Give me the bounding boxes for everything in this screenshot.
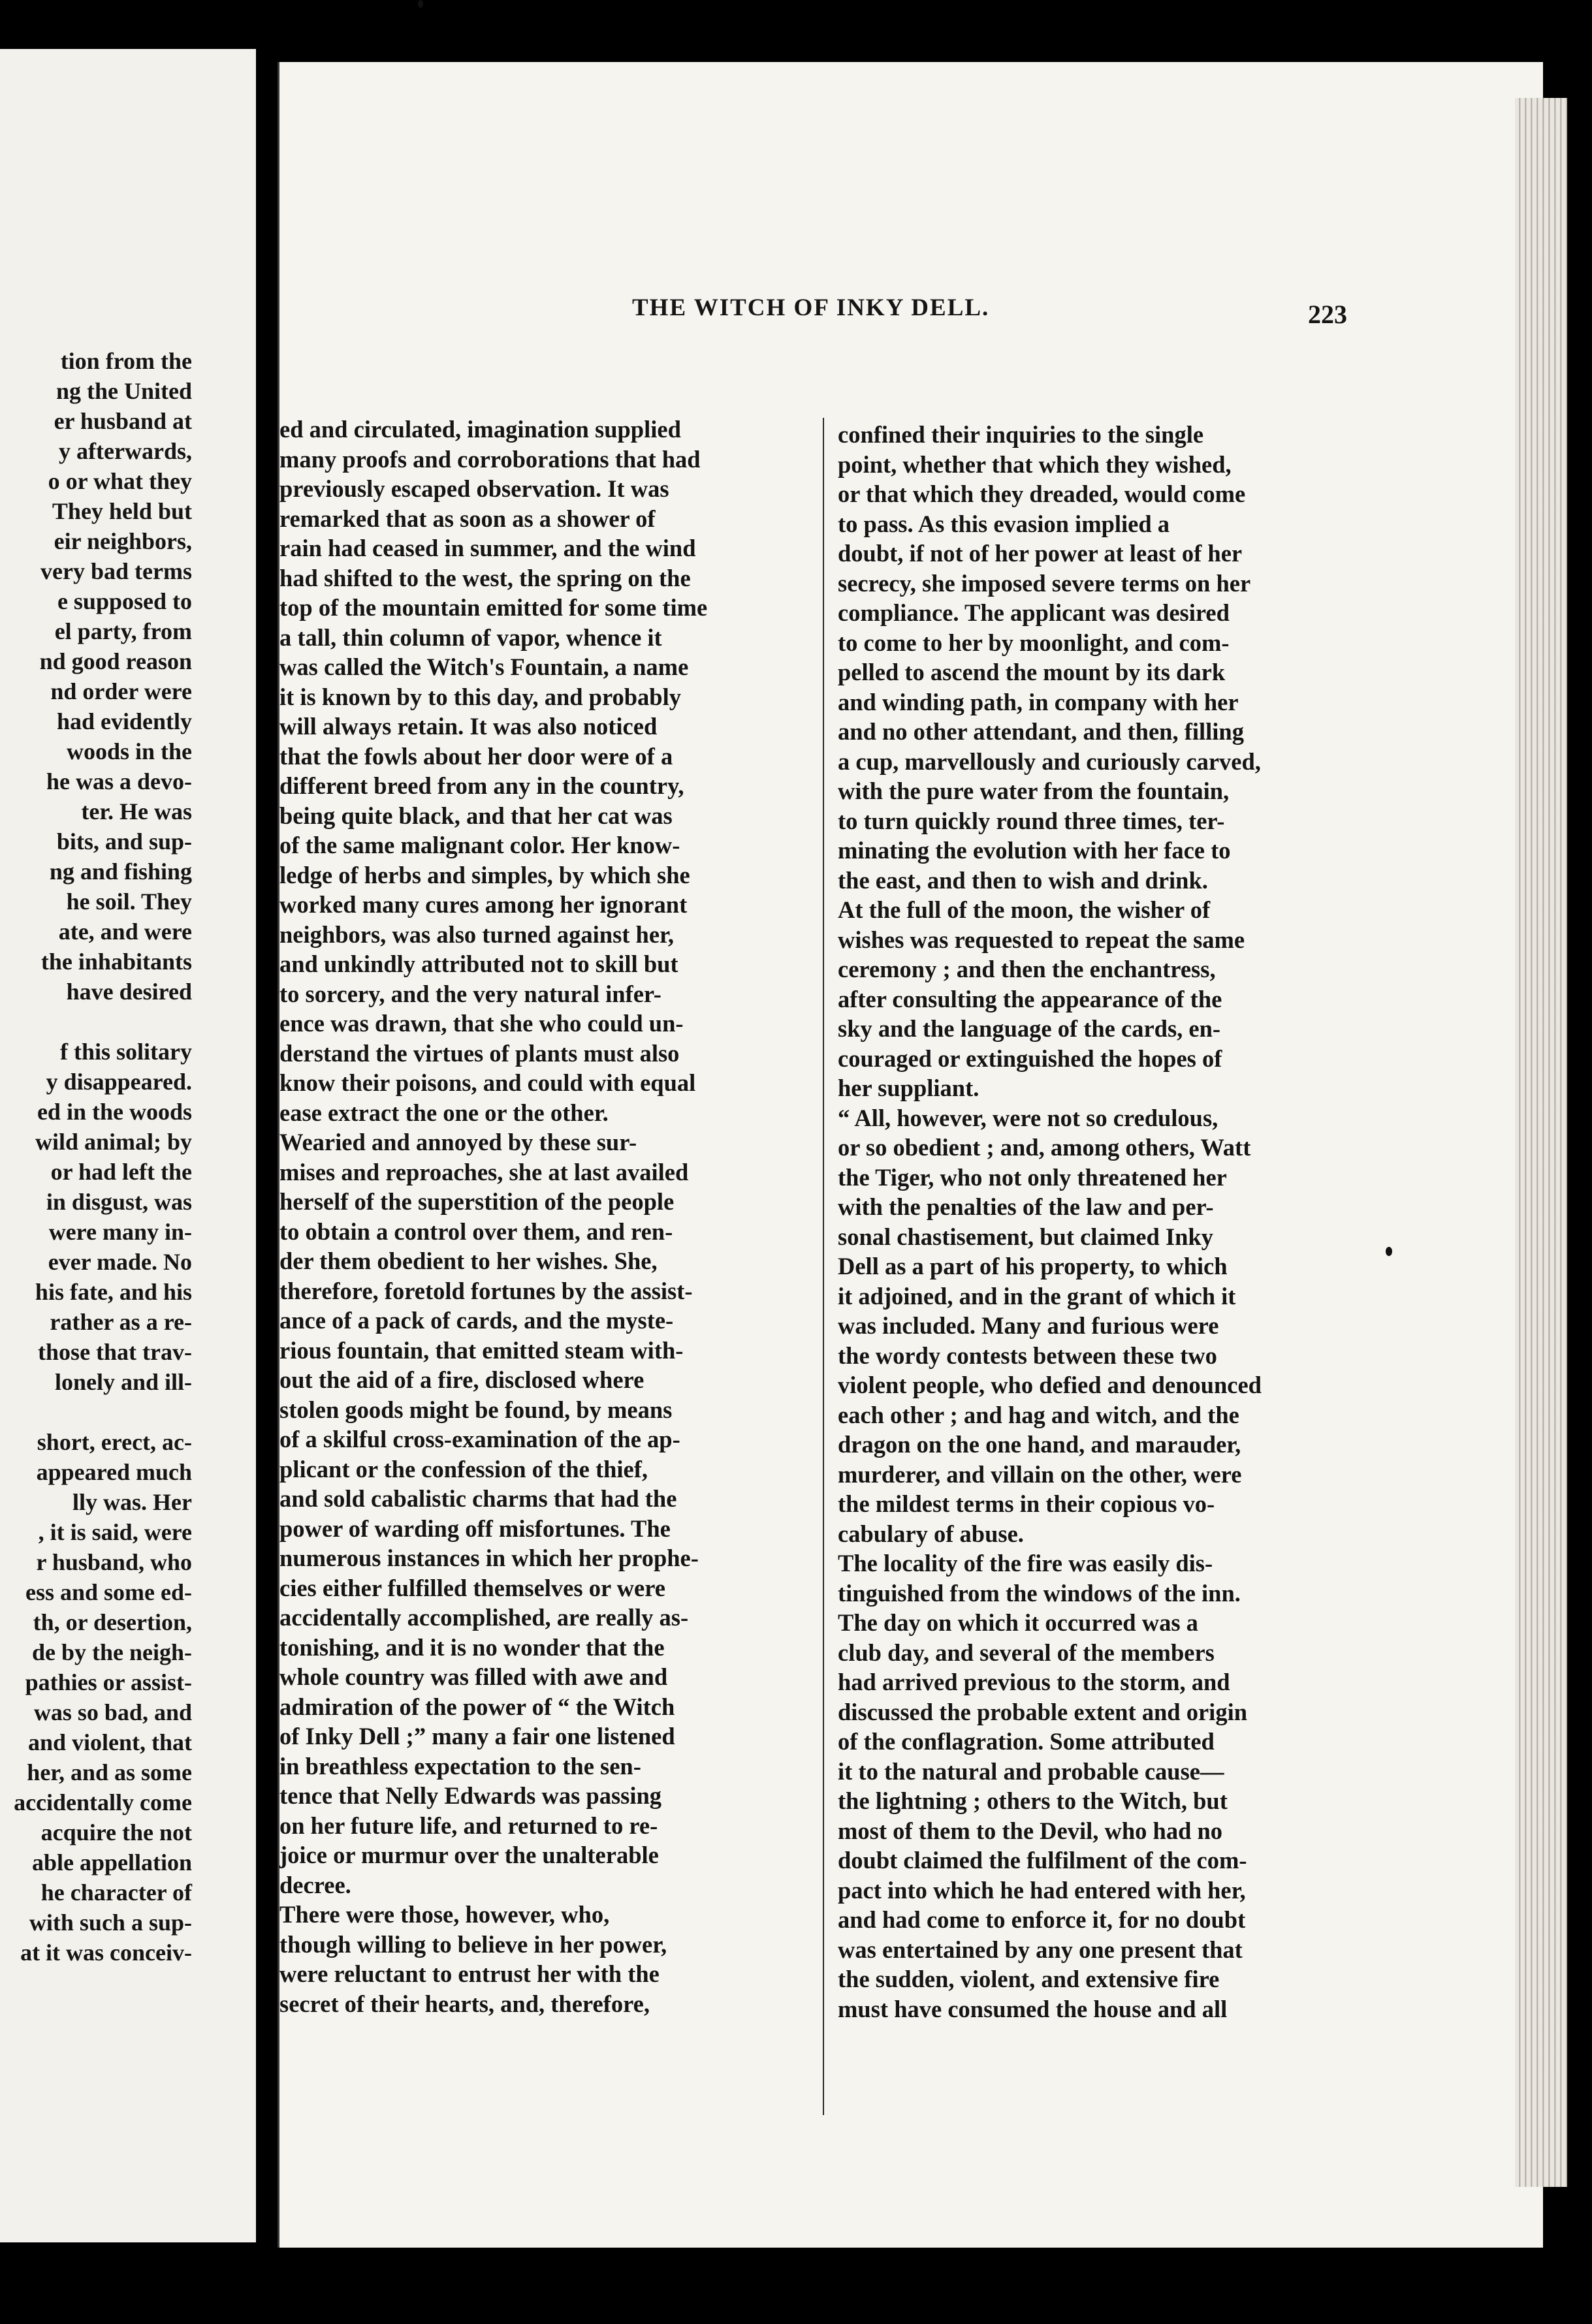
text-line: had arrived previous to the storm, and: [838, 1669, 1230, 1695]
text-line: know their poisons, and could with equal: [279, 1069, 696, 1096]
text-line: with the penalties of the law and per-: [838, 1193, 1214, 1220]
text-column-right: [838, 420, 1360, 2024]
text-line: accidentally accomplished, are really as-: [279, 1604, 689, 1631]
text-line: decree.: [279, 1871, 351, 1898]
text-line: ceremony ; and then the enchantress,: [838, 956, 1216, 982]
text-line: the inhabitants: [40, 949, 192, 975]
text-line: numerous instances in which her prophe-: [279, 1545, 699, 1571]
facing-page-text-column: [0, 346, 192, 1968]
text-line: must have consumed the house and all: [838, 1995, 1228, 2022]
text-line: worked many cures among her ignorant: [279, 891, 688, 918]
text-line: remarked that as soon as a shower of: [279, 505, 656, 532]
text-line: very bad terms: [40, 558, 192, 584]
text-line: mises and reproaches, she at last availed: [279, 1158, 689, 1186]
text-line: compliance. The applicant was desired: [838, 599, 1230, 626]
text-line: different breed from any in the country,: [279, 772, 684, 799]
page-number: 223: [1308, 300, 1347, 329]
text-line: derstand the virtues of plants must also: [279, 1039, 680, 1067]
text-line: ed in the woods: [37, 1099, 192, 1125]
text-line: rather as a re-: [50, 1309, 192, 1335]
text-line: violent people, who defied and denounced: [838, 1372, 1262, 1398]
text-line: most of them to the Devil, who had no: [838, 1817, 1223, 1844]
text-line: his fate, and his: [35, 1279, 192, 1305]
column-rule: [823, 418, 824, 2115]
text-line: and no other attendant, and then, filling: [838, 718, 1244, 745]
text-line: of a skilful cross-examination of the ap-: [279, 1426, 680, 1452]
text-line: will always retain. It was also noticed: [279, 713, 658, 740]
text-line: ed and circulated, imagination supplied: [279, 416, 681, 443]
text-line: ng the United: [56, 378, 192, 404]
text-line: lonely and ill-: [54, 1369, 192, 1395]
text-line: el party, from: [54, 618, 192, 644]
text-line: ence was drawn, that she who could un-: [279, 1010, 684, 1037]
text-line: th, or desertion,: [33, 1609, 192, 1635]
text-line: he was a devo-: [46, 768, 192, 794]
text-line: y disappeared.: [46, 1069, 192, 1095]
text-line: accidentally come: [14, 1789, 192, 1815]
text-line: ess and some ed-: [25, 1579, 192, 1605]
text-line: many proofs and corroborations that had: [279, 445, 701, 473]
text-line: er husband at: [54, 408, 192, 434]
text-line: f this solitary: [60, 1039, 192, 1065]
text-line: acquire the not: [40, 1819, 192, 1845]
text-line: tinguished from the windows of the inn.: [838, 1579, 1241, 1607]
text-line: he soil. They: [66, 888, 192, 915]
text-line: woods in the: [66, 738, 192, 764]
text-line: admiration of the power of “ the Witch: [279, 1693, 675, 1720]
text-line: of the conflagration. Some attributed: [838, 1728, 1215, 1755]
text-line: ever made. No: [48, 1249, 192, 1275]
text-line: ease extract the one or the other.: [279, 1099, 609, 1126]
text-line: and winding path, in company with her: [838, 688, 1239, 715]
ink-speck: [1386, 1247, 1392, 1256]
text-line: r husband, who: [36, 1549, 192, 1575]
text-line: minating the evolution with her face to: [838, 837, 1231, 864]
text-line: ate, and were: [58, 919, 192, 945]
text-line: [0, 1007, 192, 1037]
text-line: had shifted to the west, the spring on the: [279, 564, 691, 591]
text-line: the wordy contests between these two: [838, 1342, 1217, 1369]
page-header: [279, 294, 1543, 333]
text-line: to obtain a control over them, and ren-: [279, 1217, 673, 1245]
text-line: the east, and then to wish and drink.: [838, 866, 1208, 894]
text-line: of the same malignant color. Her know-: [279, 832, 680, 858]
text-line: and had come to enforce it, for no doubt: [838, 1906, 1246, 1933]
text-line: murderer, and villain on the other, were: [838, 1460, 1242, 1488]
text-line: was included. Many and furious were: [838, 1312, 1219, 1339]
text-line: in breathless expectation to the sen-: [279, 1752, 641, 1780]
text-line: pelled to ascend the mount by its dark: [838, 659, 1226, 685]
text-line: Wearied and annoyed by these sur-: [279, 1129, 637, 1155]
text-line: short, erect, ac-: [37, 1429, 192, 1455]
book-page: [278, 62, 1543, 2248]
text-line: or so obedient ; and, among others, Watt: [838, 1134, 1251, 1161]
text-line: in disgust, was: [46, 1189, 192, 1215]
text-line: that the fowls about her door were of a: [279, 742, 673, 770]
text-line: was called the Witch's Fountain, a name: [279, 653, 689, 680]
text-line: joice or murmur over the unalterable: [279, 1842, 659, 1868]
text-line: her suppliant.: [838, 1075, 979, 1101]
text-line: have desired: [66, 979, 192, 1005]
text-line: had evidently: [56, 708, 192, 734]
text-line: Dell as a part of his property, to which: [838, 1253, 1228, 1280]
text-column-left: [279, 415, 795, 2018]
text-line: They held but: [52, 498, 192, 524]
text-line: doubt, if not of her power at least of her: [838, 540, 1243, 567]
text-line: point, whether that which they wished,: [838, 450, 1232, 478]
text-line: her, and as some: [27, 1759, 192, 1785]
text-line: and unkindly attributed not to skill but: [279, 950, 678, 977]
text-line: each other ; and hag and witch, and the: [838, 1401, 1239, 1428]
page-stack-edges: [1515, 98, 1567, 2187]
text-line: power of warding off misfortunes. The: [279, 1515, 671, 1542]
text-line: with such a sup-: [29, 1909, 192, 1936]
text-line: tion from the: [60, 348, 192, 374]
text-line: the Tiger, who not only threatened her: [838, 1163, 1227, 1191]
text-line: of Inky Dell ;” many a fair one listened: [279, 1723, 675, 1750]
text-line: cabulary of abuse.: [838, 1520, 1024, 1547]
text-line: sonal chastisement, but claimed Inky: [838, 1223, 1213, 1250]
text-line: being quite black, and that her cat was: [279, 802, 673, 829]
text-line: to sorcery, and the very natural infer-: [279, 980, 661, 1007]
text-line: couraged or extinguished the hopes of: [838, 1044, 1222, 1072]
text-line: There were those, however, who,: [279, 1901, 610, 1928]
text-line: secret of their hearts, and, therefore,: [279, 1990, 650, 2017]
text-line: to pass. As this evasion implied a: [838, 510, 1170, 537]
text-line: secrecy, she imposed severe terms on her: [838, 569, 1251, 597]
text-line: wild animal; by: [35, 1129, 192, 1155]
text-line: it to the natural and probable cause—: [838, 1757, 1224, 1785]
text-line: bits, and sup-: [56, 828, 192, 855]
text-line: eir neighbors,: [54, 528, 192, 554]
text-line: rious fountain, that emitted steam with-: [279, 1336, 684, 1364]
facing-page-fragment: [0, 49, 256, 2242]
text-line: [0, 1397, 192, 1427]
text-line: “ All, however, were not so credulous,: [838, 1104, 1218, 1131]
text-line: able appellation: [31, 1849, 192, 1876]
text-line: or had left the: [50, 1159, 192, 1185]
text-line: appeared much: [36, 1459, 192, 1485]
text-line: a tall, thin column of vapor, whence it: [279, 623, 662, 651]
text-line: nd good reason: [39, 648, 192, 674]
text-line: the sudden, violent, and extensive fire: [838, 1966, 1220, 1992]
text-line: or that which they dreaded, would come: [838, 480, 1246, 507]
text-line: it adjoined, and in the grant of which it: [838, 1282, 1236, 1310]
text-line: after consulting the appearance of the: [838, 985, 1222, 1013]
text-line: The locality of the fire was easily dis-: [838, 1550, 1213, 1577]
text-line: dragon on the one hand, and marauder,: [838, 1431, 1241, 1458]
text-line: with the pure water from the fountain,: [838, 777, 1230, 804]
text-line: was entertained by any one present that: [838, 1936, 1243, 1963]
text-line: tence that Nelly Edwards was passing: [279, 1782, 662, 1809]
text-line: herself of the superstition of the people: [279, 1188, 675, 1215]
text-line: cies either fulfilled themselves or were: [279, 1574, 665, 1601]
text-line: doubt claimed the fulfilment of the com-: [838, 1847, 1247, 1874]
text-line: ng and fishing: [49, 858, 192, 885]
text-line: top of the mountain emitted for some time: [279, 594, 708, 621]
running-title: THE WITCH OF INKY DELL.: [632, 294, 990, 321]
text-line: y afterwards,: [59, 438, 192, 464]
text-line: confined their inquiries to the single: [838, 421, 1204, 448]
text-line: were reluctant to entrust her with the: [279, 1960, 660, 1987]
text-line: whole country was filled with awe and: [279, 1663, 668, 1690]
text-line: der them obedient to her wishes. She,: [279, 1248, 658, 1274]
text-line: to turn quickly round three times, ter-: [838, 807, 1225, 834]
text-line: and sold cabalistic charms that had the: [279, 1485, 677, 1512]
text-line: ledge of herbs and simples, by which she: [279, 861, 690, 888]
text-line: tonishing, and it is no wonder that the: [279, 1633, 665, 1661]
text-line: on her future life, and returned to re-: [279, 1812, 658, 1839]
text-line: to come to her by moonlight, and com-: [838, 629, 1230, 656]
text-line: de by the neigh-: [31, 1639, 192, 1665]
text-line: rain had ceased in summer, and the wind: [279, 535, 696, 561]
text-line: was so bad, and: [33, 1699, 192, 1725]
text-line: e supposed to: [57, 588, 192, 614]
text-line: a cup, marvellously and curiously carved,: [838, 747, 1261, 775]
text-line: previously escaped observation. It was: [279, 475, 669, 502]
text-line: pathies or assist-: [25, 1669, 192, 1695]
text-line: it is known by to this day, and probably: [279, 683, 681, 710]
text-line: wishes was requested to repeat the same: [838, 926, 1245, 953]
text-line: neighbors, was also turned against her,: [279, 920, 675, 948]
text-line: club day, and several of the members: [838, 1639, 1215, 1666]
text-line: therefore, foretold fortunes by the assist-: [279, 1277, 693, 1304]
text-line: those that trav-: [38, 1339, 192, 1365]
text-line: At the full of the moon, the wisher of: [838, 896, 1211, 923]
text-line: the mildest terms in their copious vo-: [838, 1490, 1215, 1517]
text-line: pact into which he had entered with her,: [838, 1876, 1246, 1904]
text-line: sky and the language of the cards, en-: [838, 1015, 1221, 1042]
text-line: The day on which it occurred was a: [838, 1609, 1198, 1636]
text-line: ter. He was: [81, 798, 192, 824]
text-line: plicant or the confession of the thief,: [279, 1455, 648, 1483]
text-line: the lightning ; others to the Witch, but: [838, 1787, 1228, 1814]
text-line: though willing to believe in her power,: [279, 1930, 667, 1958]
text-line: at it was conceiv-: [20, 1939, 192, 1966]
text-line: were many in-: [48, 1219, 192, 1245]
ink-speck: [418, 0, 423, 8]
text-line: stolen goods might be found, by means: [279, 1396, 673, 1423]
text-line: ance of a pack of cards, and the myste-: [279, 1307, 674, 1334]
text-line: and violent, that: [27, 1729, 192, 1755]
text-line: , it is said, were: [38, 1519, 192, 1545]
text-line: o or what they: [48, 468, 192, 494]
text-line: discussed the probable extent and origin: [838, 1698, 1248, 1725]
text-line: out the aid of a fire, disclosed where: [279, 1366, 645, 1393]
text-line: he character of: [40, 1879, 192, 1906]
text-line: lly was. Her: [72, 1489, 192, 1515]
text-line: nd order were: [50, 678, 192, 704]
